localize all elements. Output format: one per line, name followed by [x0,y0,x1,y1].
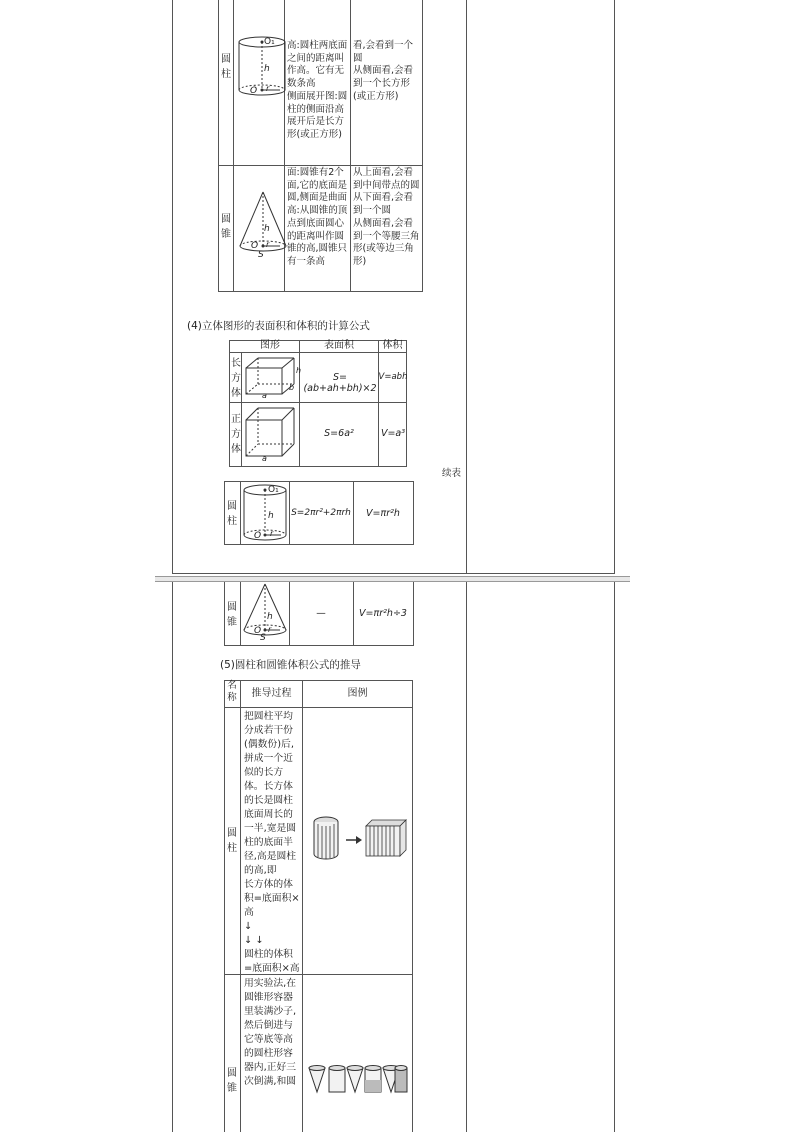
cylf-label-r: r [270,529,274,538]
conef-label-h: h [267,612,273,622]
conef-label-o: O [254,626,262,636]
cuboid-figure [244,354,304,404]
row-name-cuboid: 长方体 [231,358,241,399]
cone-label-s: S [258,250,264,260]
conef-label-s: S [260,633,266,643]
cone-feature-text: 面:圆锥有2个面,它的底面是圆,侧面是曲面 高:从圆锥的顶点到底面圆心的距离叫作圆锥的高,圆锥只有一条高 [287,167,348,267]
header-process: 推导过程 [251,688,292,699]
cone-experiment-figure [307,1064,407,1104]
cylinder-volume-formula: V=πr²h [366,508,400,519]
cone-label-h: h [264,224,270,234]
cuboid-label-h: h [296,366,302,375]
header-volume: 体积 [382,340,403,351]
row-name-cone-formula: 圆锥 [227,602,237,628]
cylinder-feature-text: 高:圆柱两底面之间的距离叫作高。它有无数条高 侧面展开图:圆柱的侧面沿高展开后是长方形(或正方形) [287,40,348,140]
cyl-label-o: O [250,86,258,96]
cylinder-area-formula: S=2πr²+2πrh [291,508,351,518]
cuboid-label-a: a [262,391,267,400]
conef-label-r: r [268,625,272,634]
row-name-cylinder-formula: 圆柱 [227,501,237,527]
cone-experiment-figure-2 [395,1064,409,1104]
cube-area-formula: S=6a² [324,428,354,439]
cone-area-formula: — [316,608,326,619]
cube-volume-formula: V=a³ [380,428,406,439]
row-name-cone-derivation: 圆锥 [227,1068,237,1094]
cyl-label-h: h [264,64,270,74]
cyl-label-o1: O₁ [264,37,275,47]
row-name-cube: 正方体 [231,414,241,455]
cylinder-derivation-text: 把圆柱平均分成若干份(偶数份)后,拼成一个近似的长方体。长方体的长是圆柱底面周长的一半,宽是圆柱的底面半径,高是圆柱的高,即 长方体的体积=底面积×高 ↓ ↓ ↓ 圆柱的体积=底面积×高 [244,711,300,974]
cyl-label-r: r [266,84,270,93]
header-area: 表面积 [324,340,354,351]
page-break [155,576,630,582]
cone-volume-formula: V=πr²h÷3 [359,608,407,619]
section5-heading: (5)圆柱和圆锥体积公式的推导 [220,659,361,671]
cube-label-a: a [262,454,267,463]
cylinder-slices-figure [312,816,412,866]
row-name-cylinder: 圆柱 [221,54,231,80]
row-name-cone: 圆锥 [221,214,231,240]
cylinder-view-text: 看,会看到一个圆 从侧面看,会看到一个长方形(或正方形) [353,40,414,102]
cone-label-r: r [266,240,270,249]
cone-derivation-text: 用实验法,在圆锥形容器里装满沙子,然后倒进与它等底等高的圆柱形容器内,正好三次倒满,和圆 [244,978,297,1087]
header-example: 图例 [347,688,368,699]
cuboid-label-b: b [289,383,295,392]
cylf-label-o1: O₁ [268,485,279,495]
header-name: 名称 [227,680,237,703]
continued-label: 续表 [442,468,462,479]
cuboid-volume-formula: V=abh [378,372,408,382]
cube-figure [244,404,304,464]
cylf-label-o: O [254,531,262,541]
header-shape: 图形 [260,340,280,351]
cuboid-area-formula: S=(ab+ah+bh)×2 [303,372,377,394]
cone-view-text: 从上面看,会看到中间带点的圆 从下面看,会看到一个圆 从侧面看,会看到一个等腰三角形(或等边三角形) [353,167,420,267]
section4-heading: (4)立体图形的表面积和体积的计算公式 [187,320,370,332]
row-name-cylinder-derivation: 圆柱 [227,828,237,854]
cone-label-o: O [251,241,259,251]
cylf-label-h: h [268,511,274,521]
